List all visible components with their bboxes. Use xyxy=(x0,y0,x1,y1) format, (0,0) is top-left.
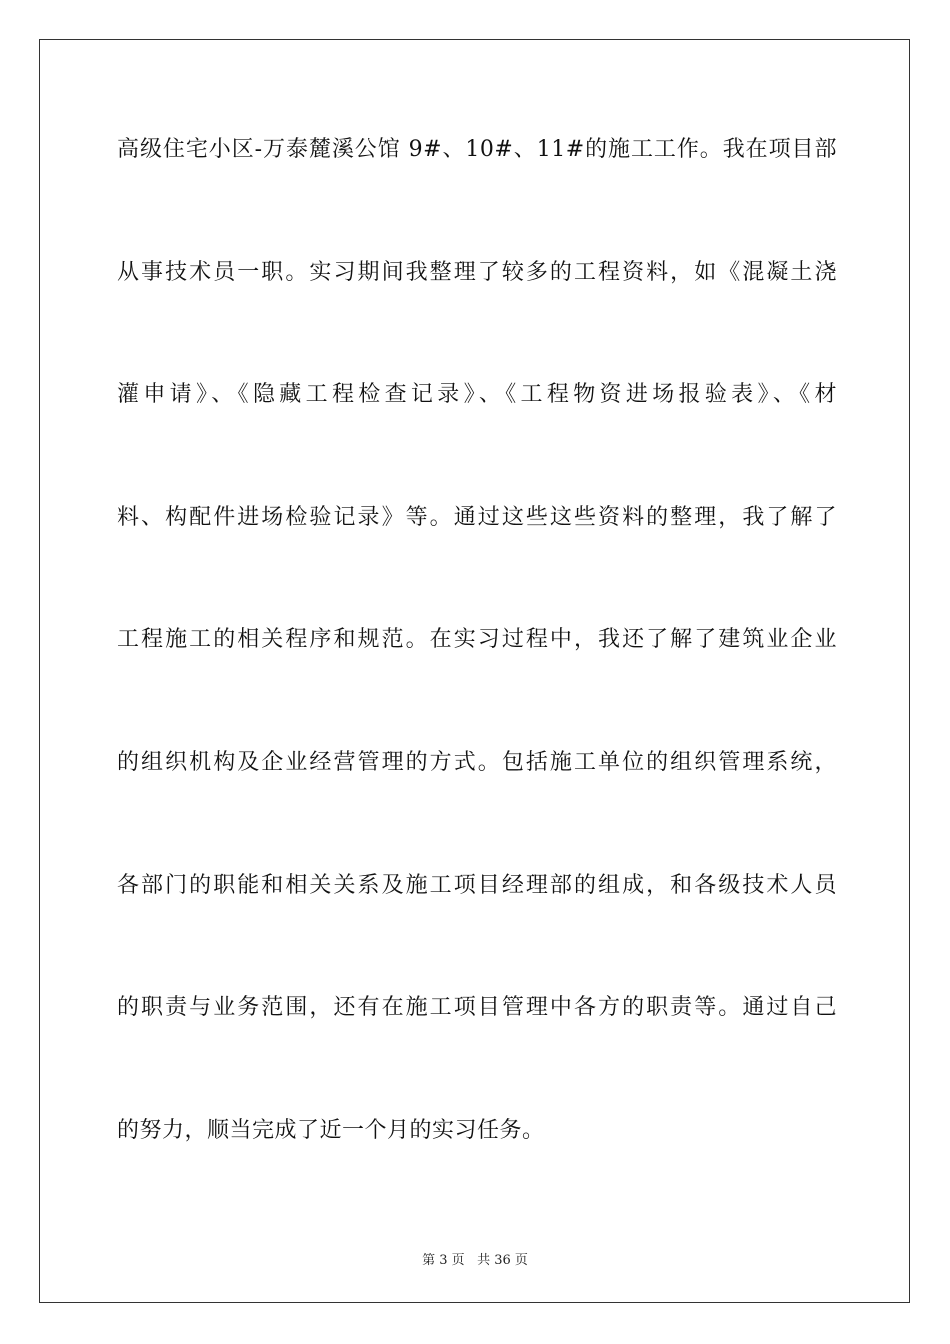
text-line: 灌申请》、《隐藏工程检查记录》、《工程物资进场报验表》、《材 xyxy=(117,382,837,408)
text-line: 料、构配件进场检验记录》等。通过这些这些资料的整理，我了解了 xyxy=(117,504,837,530)
text-line: 的组织机构及企业经营管理的方式。包括施工单位的组织管理系统， xyxy=(117,749,837,775)
text-line: 各部门的职能和相关关系及施工项目经理部的组成，和各级技术人员 xyxy=(117,872,837,898)
page-footer xyxy=(0,1249,950,1268)
text-line: 工程施工的相关程序和规范。在实习过程中，我还了解了建筑业企业 xyxy=(117,627,837,653)
page-number: 第 3 页 xyxy=(422,1253,465,1268)
text-line: 的努力，顺当完成了近一个月的实习任务。 xyxy=(117,1117,545,1143)
page-total: 共 36 页 xyxy=(477,1253,528,1268)
body-text xyxy=(117,128,837,1231)
text-line: 高级住宅小区-万泰麓溪公馆 9#、10#、11#的施工工作。我在项目部 xyxy=(117,137,837,162)
text-line: 从事技术员一职。实习期间我整理了较多的工程资料，如《混凝土浇 xyxy=(117,259,837,285)
text-line: 的职责与业务范围，还有在施工项目管理中各方的职责等。通过自己 xyxy=(117,995,837,1021)
